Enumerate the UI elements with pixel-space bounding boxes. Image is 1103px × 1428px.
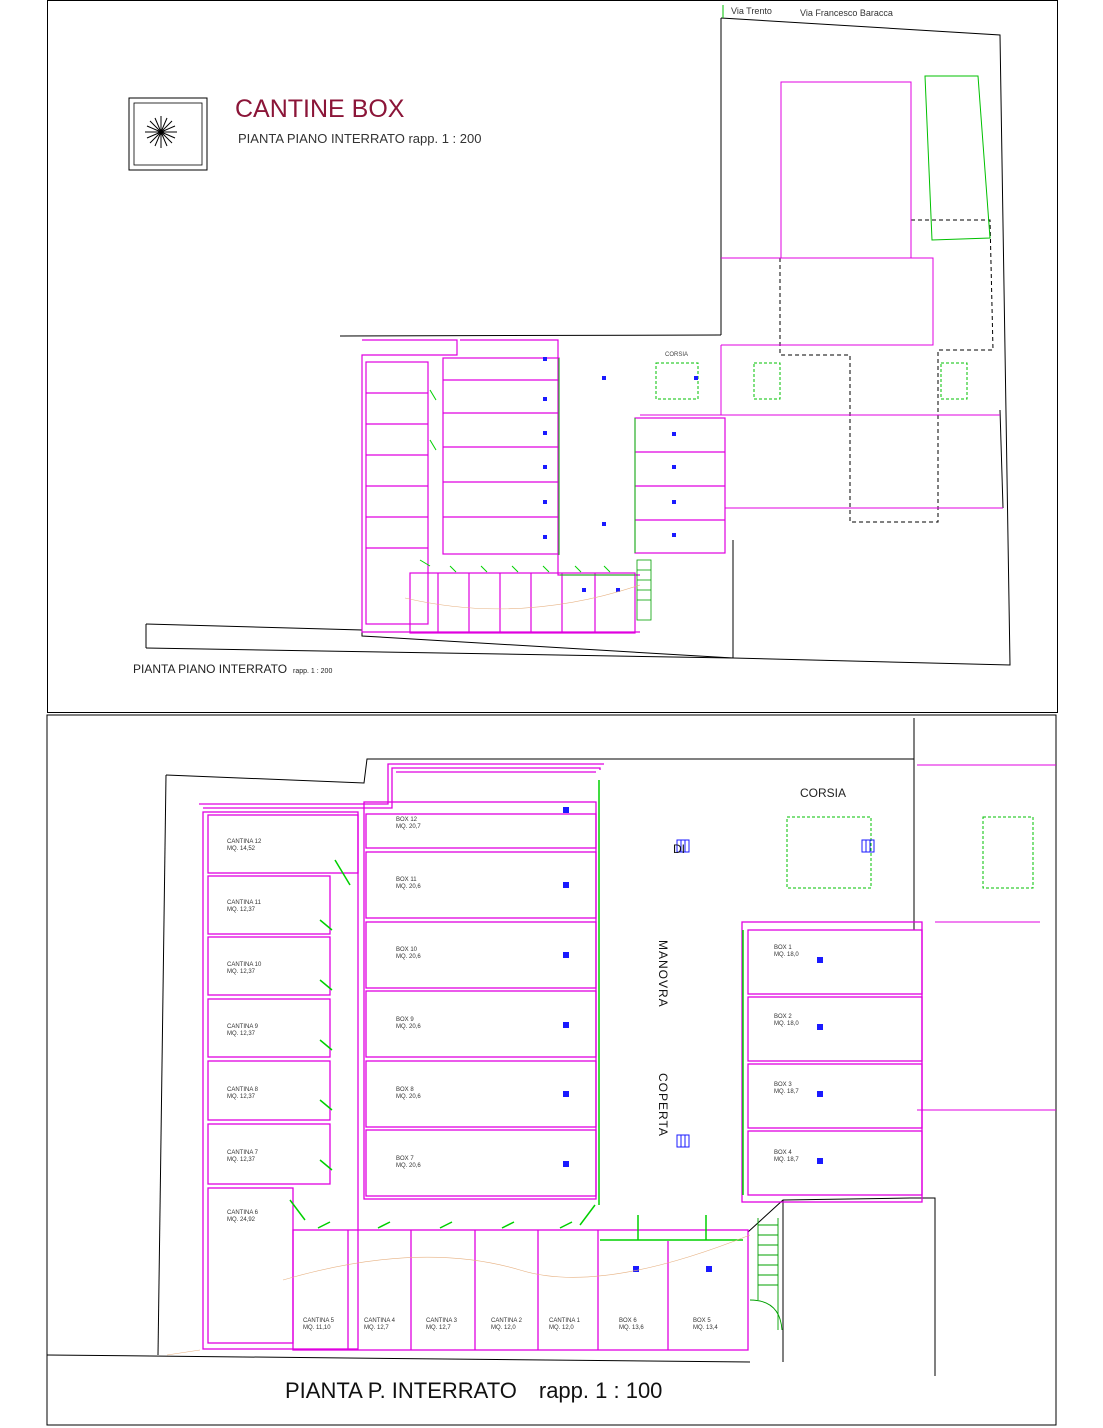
unit-name: CANTINA 5	[303, 1318, 335, 1324]
top-curve	[405, 585, 640, 609]
unit-area: MQ. 18,7	[774, 1156, 799, 1163]
aisle-word-di: DI	[673, 842, 685, 856]
bottom-magenta-right	[917, 765, 1056, 1110]
unit-name: BOX 8	[396, 1087, 414, 1093]
unit-name: CANTINA 6	[227, 1210, 259, 1216]
unit-area: MQ. 20,6	[396, 1023, 421, 1030]
top-stair-icon	[637, 560, 651, 620]
top-dashed-outlines	[780, 220, 993, 522]
north-compass-icon	[129, 98, 207, 170]
unit-area: MQ. 12,0	[491, 1324, 516, 1331]
top-parking-dashed	[656, 363, 967, 399]
unit-name: BOX 7	[396, 1156, 414, 1162]
top-building-walls	[362, 340, 725, 633]
unit-name: CANTINA 10	[227, 962, 262, 968]
unit-name: CANTINA 11	[227, 900, 261, 906]
unit-area: MQ. 12,37	[227, 906, 256, 913]
unit-name: CANTINA 8	[227, 1087, 259, 1093]
cellar-label	[227, 1210, 258, 1224]
box-label	[619, 1318, 644, 1332]
unit-name: CANTINA 12	[227, 839, 262, 845]
cellar-label	[549, 1318, 580, 1332]
top-magenta-blocks	[640, 82, 1003, 508]
unit-area: MQ. 18,0	[774, 951, 799, 958]
aisle-word-coperta: COPERTA	[656, 1073, 670, 1137]
street-label-1: Via Trento	[731, 6, 772, 16]
unit-area: MQ. 12,37	[227, 1030, 256, 1037]
unit-area: MQ. 24,92	[227, 1216, 256, 1223]
unit-area: MQ. 20,7	[396, 823, 421, 830]
top-green-outline	[723, 5, 990, 240]
unit-name: BOX 9	[396, 1017, 414, 1023]
unit-area: MQ. 12,0	[549, 1324, 574, 1331]
unit-name: CANTINA 9	[227, 1024, 259, 1030]
box-label	[774, 1150, 799, 1164]
unit-area: MQ. 12,7	[426, 1324, 451, 1331]
top-plan-scale: rapp. 1 : 200	[293, 668, 333, 675]
unit-name: CANTINA 4	[364, 1318, 396, 1324]
unit-area: MQ. 20,6	[396, 883, 421, 890]
bottom-plan-title	[285, 1378, 662, 1404]
unit-name: BOX 5	[693, 1318, 711, 1324]
unit-name: BOX 11	[396, 877, 417, 883]
cellar-label	[227, 839, 261, 853]
cellar-label	[227, 1150, 258, 1164]
box-label	[396, 1087, 421, 1101]
unit-area: MQ. 12,37	[227, 1093, 256, 1100]
bottom-parking-dashed	[787, 817, 1033, 888]
box-label	[774, 945, 799, 959]
unit-name: BOX 6	[619, 1318, 637, 1324]
cellar-label	[491, 1318, 522, 1332]
unit-area: MQ. 12,7	[364, 1324, 389, 1331]
unit-name: BOX 1	[774, 945, 792, 951]
unit-name: CANTINA 1	[549, 1318, 581, 1324]
unit-area: MQ. 18,7	[774, 1088, 799, 1095]
page-title: CANTINE BOX	[235, 95, 405, 123]
unit-name: BOX 2	[774, 1014, 792, 1020]
unit-area: MQ. 12,37	[227, 1156, 256, 1163]
unit-name: BOX 3	[774, 1082, 792, 1088]
top-plan-name: PIANTA PIANO INTERRATO	[133, 662, 288, 676]
unit-area: MQ. 18,0	[774, 1020, 799, 1027]
unit-area: MQ. 13,4	[693, 1324, 718, 1331]
box-label	[693, 1318, 718, 1332]
box-label	[774, 1082, 799, 1096]
street-label-2: Via Francesco Baracca	[800, 8, 893, 18]
unit-name: CANTINA 7	[227, 1150, 259, 1156]
bottom-parcels	[47, 718, 935, 1376]
corsia-label: CORSIA	[800, 786, 847, 800]
box-label	[396, 817, 421, 831]
unit-area: MQ. 14,52	[227, 845, 256, 852]
unit-name: CANTINA 3	[426, 1318, 458, 1324]
page-subtitle: PIANTA PIANO INTERRATO rapp. 1 : 200	[238, 131, 482, 146]
bottom-curve	[167, 1235, 750, 1355]
cellar-label	[303, 1318, 334, 1332]
unit-area: MQ. 20,6	[396, 1093, 421, 1100]
unit-name: BOX 10	[396, 947, 418, 953]
top-doors	[420, 358, 635, 575]
bottom-stair-icon	[750, 1218, 782, 1330]
cellar-label	[227, 962, 261, 976]
cellar-label	[426, 1318, 457, 1332]
bottom-plan-scale: rapp. 1 : 100	[538, 1378, 663, 1403]
unit-name: CANTINA 2	[491, 1318, 523, 1324]
cellar-label	[227, 1024, 258, 1038]
unit-area: MQ. 13,6	[619, 1324, 644, 1331]
unit-area: MQ. 12,37	[227, 968, 256, 975]
box-label	[774, 1014, 799, 1028]
top-grates	[543, 357, 698, 592]
cellar-label	[364, 1318, 395, 1332]
box-label	[396, 1156, 421, 1170]
cellar-label	[227, 900, 261, 914]
top-corsia-label: CORSIA	[665, 352, 689, 358]
unit-name: BOX 4	[774, 1150, 792, 1156]
unit-area: MQ. 20,6	[396, 1162, 421, 1169]
box-label	[396, 947, 421, 961]
top-plan-label	[133, 662, 332, 676]
bottom-plan-name: PIANTA P. INTERRATO	[285, 1378, 517, 1403]
unit-name: BOX 12	[396, 817, 418, 823]
unit-area: MQ. 11,10	[303, 1324, 331, 1331]
box-label	[396, 1017, 421, 1031]
cellar-label	[227, 1087, 258, 1101]
aisle-word-manovra: MANOVRA	[656, 940, 670, 1008]
unit-area: MQ. 20,6	[396, 953, 421, 960]
box-label	[396, 877, 421, 891]
bottom-building-walls	[199, 764, 922, 1350]
